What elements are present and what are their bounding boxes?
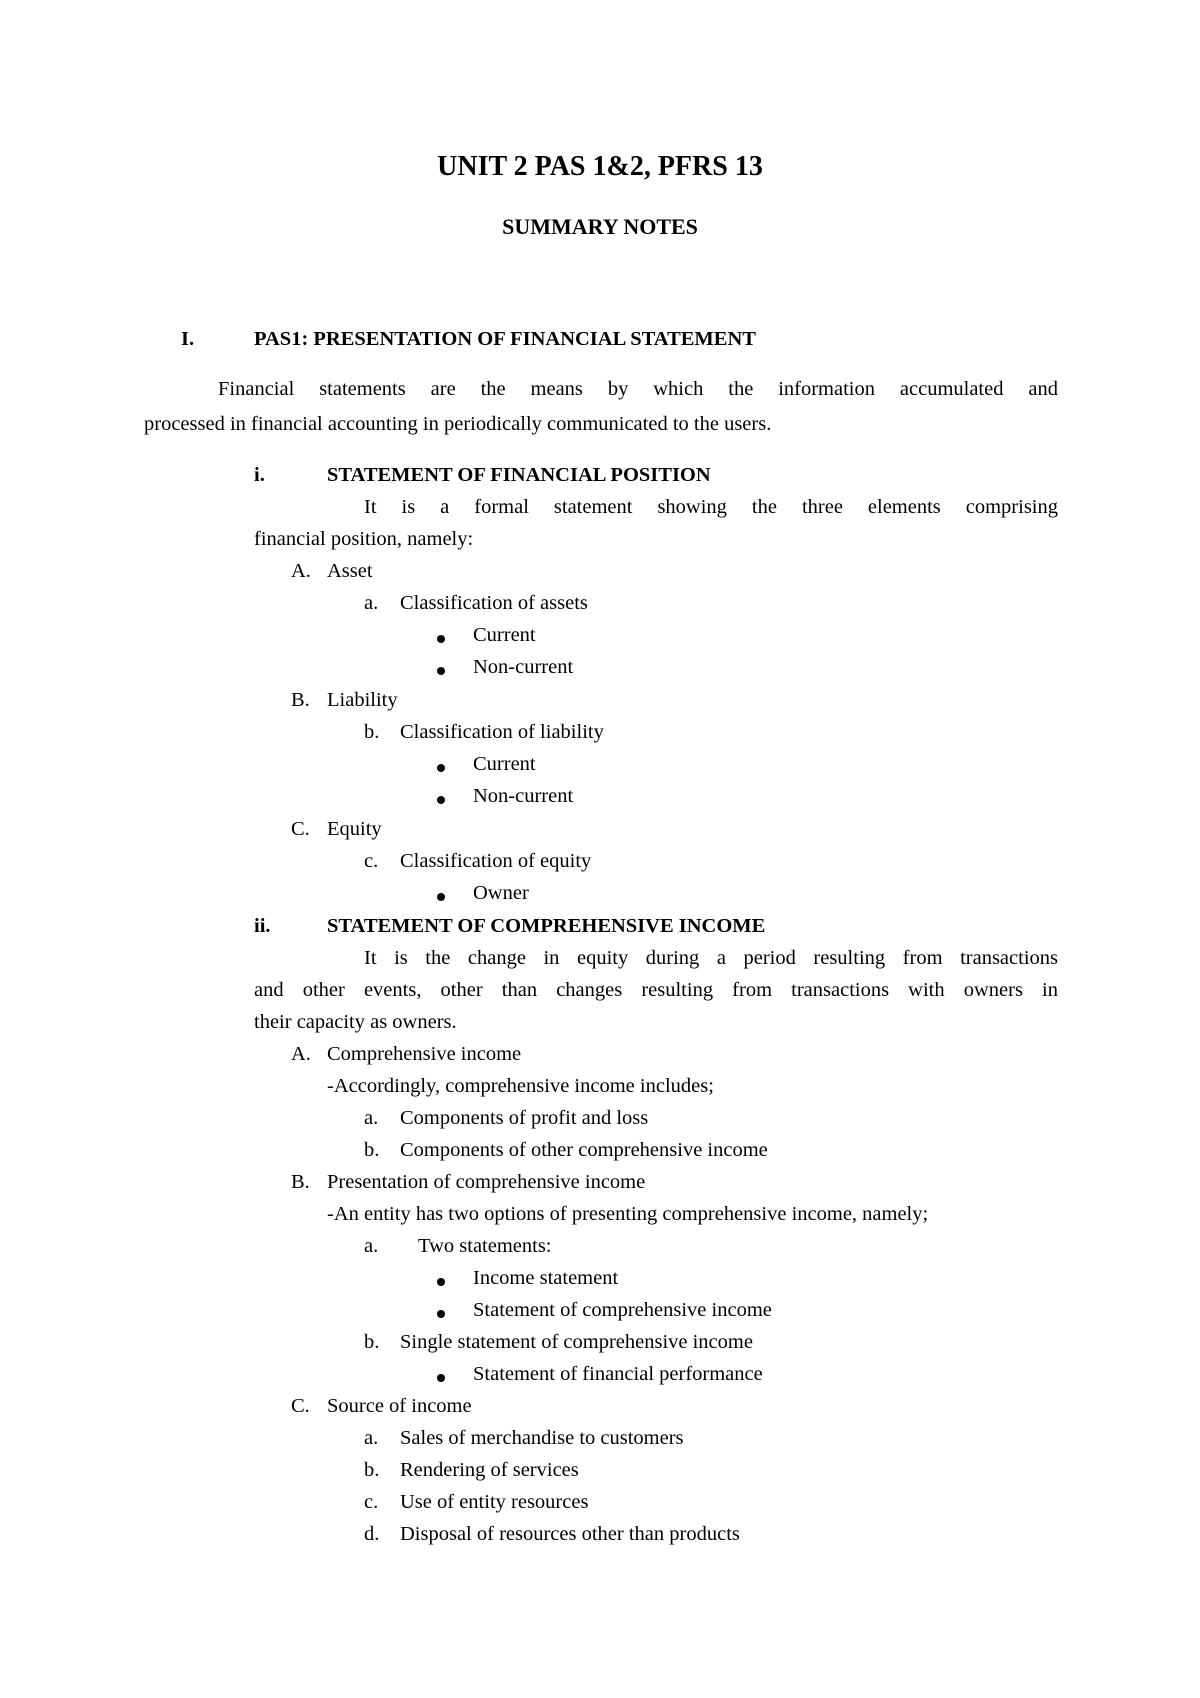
- paragraph-line: their capacity as owners.: [254, 1011, 457, 1033]
- paragraph-line: processed in financial accounting in periodically communicated to the users.: [144, 413, 772, 435]
- list-item: Components of other comprehensive income: [400, 1139, 768, 1161]
- subsection-heading: STATEMENT OF FINANCIAL POSITION: [327, 464, 711, 486]
- list-item: Non-current: [473, 785, 574, 807]
- list-item: Comprehensive income: [327, 1043, 522, 1065]
- list-marker: a.: [364, 1427, 379, 1449]
- list-marker: b.: [364, 1459, 380, 1481]
- list-marker: A.: [291, 560, 311, 582]
- list-marker: b.: [364, 721, 380, 743]
- list-item: Use of entity resources: [400, 1491, 589, 1513]
- list-item: Classification of assets: [400, 592, 588, 614]
- list-item: Classification of equity: [400, 850, 592, 872]
- list-item: Two statements:: [418, 1235, 552, 1257]
- paragraph-line: Financial statements are the means by which the information accumulated and: [218, 378, 1058, 400]
- list-item: Source of income: [327, 1395, 472, 1417]
- paragraph-line: financial position, namely:: [254, 528, 474, 550]
- list-item: Liability: [327, 689, 398, 711]
- subsection-heading: STATEMENT OF COMPREHENSIVE INCOME: [327, 915, 766, 937]
- bullet-icon: [437, 764, 445, 772]
- list-marker: d.: [364, 1523, 380, 1545]
- bullet-icon: [437, 893, 445, 901]
- list-marker: c.: [364, 850, 379, 872]
- paragraph-line: It is a formal statement showing the three elements comprising: [364, 496, 1058, 518]
- list-item: Owner: [473, 882, 529, 904]
- list-item: Sales of merchandise to customers: [400, 1427, 684, 1449]
- list-marker: B.: [291, 1171, 310, 1193]
- list-marker: a.: [364, 1235, 379, 1257]
- list-item: Equity: [327, 818, 382, 840]
- list-item: Disposal of resources other than products: [400, 1523, 740, 1545]
- list-marker: C.: [291, 818, 310, 840]
- list-note: -Accordingly, comprehensive income includes;: [327, 1075, 714, 1097]
- bullet-icon: [437, 1310, 445, 1318]
- list-item: Classification of liability: [400, 721, 604, 743]
- list-marker: a.: [364, 592, 379, 614]
- bullet-icon: [437, 1374, 445, 1382]
- list-marker: b.: [364, 1331, 380, 1353]
- list-marker: C.: [291, 1395, 310, 1417]
- subsection-number: i.: [254, 464, 265, 486]
- list-marker: a.: [364, 1107, 379, 1129]
- list-marker: B.: [291, 689, 310, 711]
- bullet-icon: [437, 667, 445, 675]
- list-marker: c.: [364, 1491, 379, 1513]
- bullet-icon: [437, 1278, 445, 1286]
- list-item: Current: [473, 624, 536, 646]
- list-item: Statement of comprehensive income: [473, 1299, 772, 1321]
- document-subtitle: SUMMARY NOTES: [502, 214, 698, 239]
- list-item: Income statement: [473, 1267, 619, 1289]
- list-marker: A.: [291, 1043, 311, 1065]
- list-item: Asset: [327, 560, 373, 582]
- list-item: Components of profit and loss: [400, 1107, 649, 1129]
- paragraph-line: and other events, other than changes resulting from transactions with owners in: [254, 979, 1058, 1001]
- section-number: I.: [181, 328, 195, 350]
- bullet-icon: [437, 635, 445, 643]
- document-title: UNIT 2 PAS 1&2, PFRS 13: [437, 151, 763, 182]
- list-item: Statement of financial performance: [473, 1363, 763, 1385]
- list-note: -An entity has two options of presenting comprehensive income, namely;: [327, 1203, 929, 1225]
- list-item: Current: [473, 753, 536, 775]
- list-item: Presentation of comprehensive income: [327, 1171, 646, 1193]
- list-item: Non-current: [473, 656, 574, 678]
- section-heading: PAS1: PRESENTATION OF FINANCIAL STATEMENT: [254, 328, 756, 350]
- bullet-icon: [437, 796, 445, 804]
- list-item: Single statement of comprehensive income: [400, 1331, 753, 1353]
- subsection-number: ii.: [254, 915, 271, 937]
- paragraph-line: It is the change in equity during a period resulting from transactions: [364, 947, 1058, 969]
- list-item: Rendering of services: [400, 1459, 579, 1481]
- list-marker: b.: [364, 1139, 380, 1161]
